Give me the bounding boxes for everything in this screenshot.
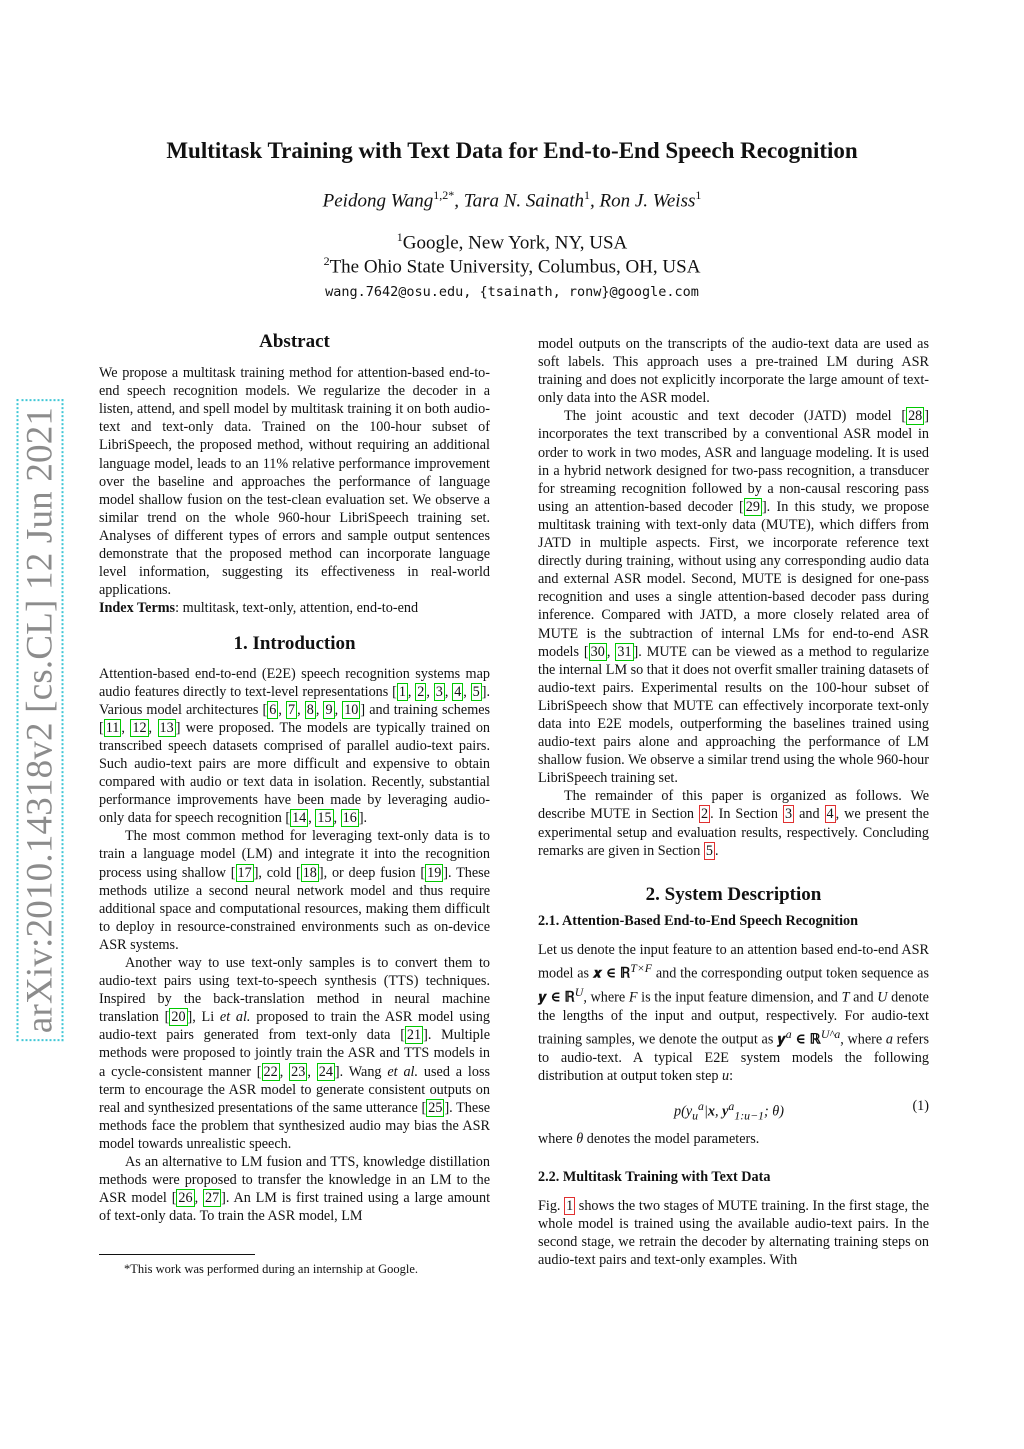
intro-paragraph-4-continued: model outputs on the transcripts of the audio-text data are used as soft labels. This approach uses a pre-trained LM during ASR training and does not explicitly incorporate the large amount of text-only data into the ASR model. xyxy=(538,336,929,407)
author-affiliation-mark: 1 xyxy=(583,188,590,202)
subsection-2-1-text: Let us denote the input feature to an attention based end-to-end ASR model as 𝒙 ∈ ℝ$^{T\times F}$ and the corresponding output token sequence as 𝒚 ∈ ℝ$^U$, where F is the input feature dimension, and T and U denote the lengths of the input and output, respectively. For audio-text training samples, we denote the output as 𝒚$^a$ ∈ ℝ$^{U\^{}a}$, where a refers to audio-text. A typical E2E system models the following distribution at output token step u: xyxy=(538,941,930,1084)
author-emails: wang.7642@osu.edu, {tsainath, ronw}@google.com xyxy=(325,284,699,300)
italic-text: et al. xyxy=(219,1009,251,1026)
subsection-2-2-text: Fig. 1 shows the two stages of MUTE training. In the first stage, the whole model is trained using the available audio-text pairs. In the second stage, we retrain the decoder by alternating training steps on audio-text pairs and text-only examples. With xyxy=(538,1197,929,1269)
citation-link[interactable]: 16 xyxy=(342,810,357,827)
author-list: Peidong Wang$^{1,2*}$, Tara N. Sainath$^1$, Ron J. Weiss$^1$ xyxy=(322,188,702,212)
citation-link[interactable]: 12 xyxy=(132,719,147,736)
cross-reference-link[interactable]: 3 xyxy=(784,806,793,823)
author-name: Ron J. Weiss xyxy=(599,190,696,212)
cross-reference-link[interactable]: 2 xyxy=(701,806,709,823)
math-superscript: T×F xyxy=(630,961,653,975)
citation-link[interactable]: 24 xyxy=(318,1063,333,1080)
math-superscript: U^a xyxy=(820,1026,841,1041)
cross-reference-link[interactable]: 1 xyxy=(566,1197,574,1214)
citation-link[interactable]: 14 xyxy=(292,810,307,827)
citation-link[interactable]: 23 xyxy=(291,1063,306,1080)
math-superscript: U xyxy=(574,984,584,999)
math-symbol: 𝒚 xyxy=(777,1031,786,1048)
right-column xyxy=(538,335,929,1269)
author-affiliation-mark: 1 xyxy=(695,188,702,202)
citation-link[interactable]: 18 xyxy=(302,864,317,881)
footnote-rule xyxy=(99,1254,255,1255)
citation-link[interactable]: 27 xyxy=(204,1190,220,1207)
citation-link[interactable]: 8 xyxy=(306,701,314,718)
citation-link[interactable]: 1 xyxy=(398,683,406,700)
citation-link[interactable]: 2 xyxy=(417,683,425,700)
arxiv-stamp xyxy=(10,406,70,1034)
cross-reference-link[interactable]: 5 xyxy=(705,842,713,859)
italic-text: U xyxy=(877,989,888,1006)
author-name: Tara N. Sainath xyxy=(463,190,584,212)
system-description-heading: 2. System Description xyxy=(645,883,822,905)
citation-link[interactable]: 22 xyxy=(263,1063,278,1080)
citation-link[interactable]: 4 xyxy=(454,683,462,700)
index-terms: Index Terms: multitask, text-only, attention, end-to-end xyxy=(99,600,419,617)
italic-text: a xyxy=(885,1031,893,1048)
citation-link[interactable]: 15 xyxy=(317,810,332,827)
affiliation-1: $^1$Google, New York, NY, USA xyxy=(396,230,628,254)
italic-text: F xyxy=(628,989,638,1006)
citation-link[interactable]: 13 xyxy=(159,719,174,736)
cross-reference-link[interactable]: 4 xyxy=(826,806,834,823)
citation-link[interactable]: 28 xyxy=(908,408,923,425)
intro-paragraph-3: Another way to use text-only samples is to convert them to audio-text pairs using text-to-speech synthesis (TTS) techniques. Inspired by the back-translation method in neural machine translation [ 20 ], Li et al. proposed to train the ASR model using audio-text pairs generated from text-only data [ 21 ]. Multiple methods were proposed to jointly train the ASR and TTS models in a cycle-consistent manner [ 22 , 23 , 24 ]. Wang et al. used a loss term to encourage the ASR model to generate consistent outputs on real and synthesized presentations of the same utterance [ 25 ]. These methods face the problem that synthesized audio may bias the ASR model towards unrealistic speech. xyxy=(99,955,491,1152)
intro-paragraph-4: As an alternative to LM fusion and TTS, knowledge distillation methods were proposed to transfer the knowledge in an LM to the ASR model [ 26 , 27 ]. An LM is first trained using a large amount of text-only data. To train the ASR model, LM xyxy=(99,1154,491,1225)
italic-text: et al. xyxy=(387,1063,419,1080)
intro-paragraph-5: The joint acoustic and text decoder (JATD) model [ 28 ] incorporates the text transcribed by a conventional ASR model in order to work in two modes, ASR and language modeling. It is used in a hybrid network designed for two-pass recognition, a transducer for streaming recognition followed by a non-causal rescoring pass using an attention-based decoder [ 29 ]. In this study, we propose multitask training with text-only data (MUTE), which differs from JATD in multiple aspects. First, we incorporate reference text directly during training, without using any corresponding audio data and external ASR model. Second, MUTE is designed for one-pass recognition and uses a single attention-based decoder pass during inference. Compared with JATD, a more closely related area of MUTE is the subtraction of internal LMs for end-to-end ASR models [ 30 , 31 ]. MUTE can be viewed as a method to regularize the internal LM so that it does not overfit smaller training datasets of audio-text pairs. Experimental results on the 100-hour subset of LibriSpeech show that MUTE can effectively incorporate text-only data into E2E models, outperforming the baselines trained using audio-text pairs alone and approaching the performance of LM shallow fusion. We observe a similar trend using the whole 960-hour LibriSpeech training set. xyxy=(538,408,929,787)
citation-link[interactable]: 19 xyxy=(427,864,442,881)
citation-link[interactable]: 21 xyxy=(406,1027,422,1044)
author-affiliation-mark: 1,2* xyxy=(433,188,455,202)
math-symbol: 𝒚 ∈ ℝ xyxy=(538,989,575,1006)
equation-1 xyxy=(538,1093,929,1123)
citation-link[interactable]: 9 xyxy=(325,701,333,718)
italic-text: θ xyxy=(576,1130,584,1147)
intro-paragraph-2: The most common method for leveraging text-only data is to train a language model (LM) and integrate it into the recognition process using shallow [ 17 ], cold [ 18 ], or deep fusion [ 19 ]. These methods utilize a second neural network model and thus require additional space and computational resources, making them difficult to deploy in resource-constrained environments such as on-device ASR systems. xyxy=(99,828,490,953)
citation-link[interactable]: 25 xyxy=(428,1099,443,1116)
equation-1-number: (1) xyxy=(912,1097,929,1114)
equation-1-expression: $p(y_u^a|x$, $y^a_{1:u-1}$; θ) xyxy=(674,1098,784,1123)
italic-text: T xyxy=(841,989,850,1006)
after-equation-text: where θ denotes the model parameters. xyxy=(538,1130,760,1147)
author-name: Peidong Wang xyxy=(322,190,434,212)
intro-paragraph-6: The remainder of this paper is organized as follows. We describe MUTE in Section 2 . In Section 3 and 4 , we present the experimental setup and evaluation results, respectively. Concluding remarks are given in Section 5 . xyxy=(538,788,929,859)
citation-link[interactable]: 5 xyxy=(472,683,480,700)
citation-link[interactable]: 7 xyxy=(288,701,296,718)
italic-text: u xyxy=(722,1067,730,1084)
footnote: *This work was performed during an internship at Google. xyxy=(124,1262,419,1276)
math-symbol: 𝒙 ∈ ℝ xyxy=(592,965,631,982)
citation-link[interactable]: 6 xyxy=(269,701,277,718)
paper-title: Multitask Training with Text Data for End-to-End Speech Recognition xyxy=(166,138,858,163)
math-superscript: a xyxy=(785,1026,792,1041)
intro-paragraph-1: Attention-based end-to-end (E2E) speech recognition systems map audio features directly to text-level representations [ 1 , 2 , 3 , 4 , 5 ]. Various model architectures [ 6 , 7 , 8 , 9 , 10 ] and training schemes [ 11 , 12 , 13 ] were proposed. The models are typically trained on transcribed speech datasets comprised of parallel audio-text pairs. Such audio-text pairs are more difficult and expensive to obtain compared with audio or text data in isolation. Recently, substantial performance improvements have been made by leveraging audio-only data for speech recognition [ 14 , 15 , 16 ]. xyxy=(99,665,491,827)
citation-link[interactable]: 10 xyxy=(344,701,359,718)
citation-link[interactable]: 20 xyxy=(171,1009,186,1026)
arxiv-stamp-text[interactable]: arXiv:2010.14318v2 [cs.CL] 12 Jun 2021 xyxy=(17,399,64,1041)
abstract-text: We propose a multitask training method for attention-based end-to-end speech recognition models. We regularize the decoder in a listen, attend, and spell model by multitask training it on both audio-text and text-only data. Trained on the 100-hour subset of LibriSpeech, the proposed method, without requiring an additional language model, leads to an 11% relative performance improvement over the baseline and approaches the performance of language model shallow fusion on the test-clean evaluation set. We observe a similar trend on the whole 960-hour LibriSpeech training set. Analyses of different types of errors and sample output sentences demonstrate that the proposed method can incorporate language level information, suggesting its effectiveness in real-world applications. xyxy=(99,365,490,599)
subsection-2-2-heading: 2.2. Multitask Training with Text Data xyxy=(538,1168,771,1185)
left-column xyxy=(99,333,490,1225)
introduction-heading: 1. Introduction xyxy=(233,633,356,655)
subsection-2-1-heading: 2.1. Attention-Based End-to-End Speech Recognition xyxy=(538,912,859,929)
citation-link[interactable]: 3 xyxy=(435,683,443,700)
abstract-heading: Abstract xyxy=(259,331,330,352)
citation-link[interactable]: 26 xyxy=(178,1190,193,1207)
citation-link[interactable]: 17 xyxy=(237,864,252,881)
citation-link[interactable]: 11 xyxy=(105,719,120,736)
citation-link[interactable]: 30 xyxy=(590,643,605,660)
math-symbol: ∈ ℝ xyxy=(791,1031,821,1048)
citation-link[interactable]: 31 xyxy=(617,643,632,660)
affiliation-2: $^2$The Ohio State University, Columbus, OH, USA xyxy=(323,254,701,278)
citation-link[interactable]: 29 xyxy=(745,498,760,515)
